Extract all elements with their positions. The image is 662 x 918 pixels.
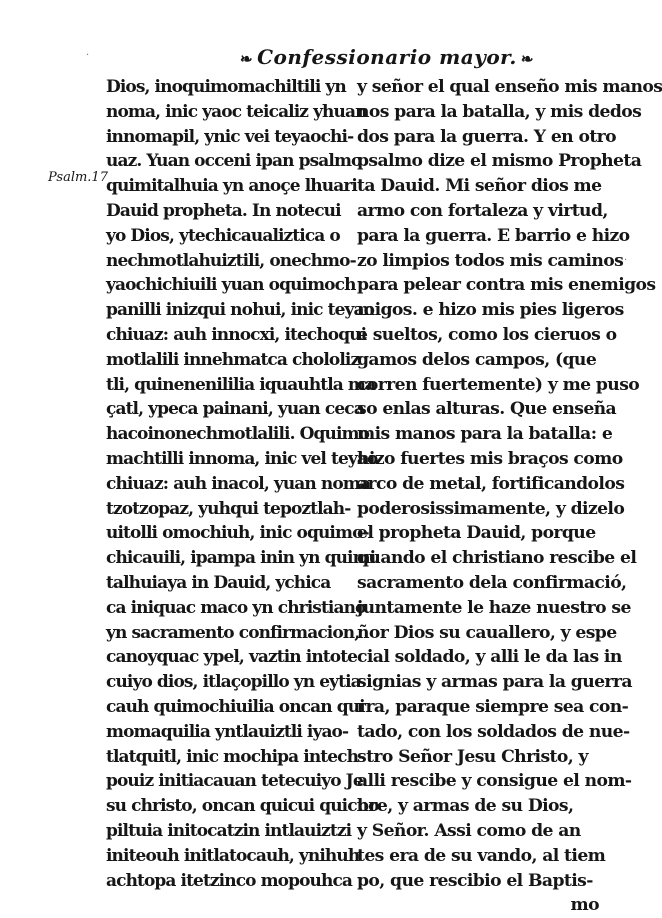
text-line: mis manos para la batalla: e bbox=[357, 424, 613, 445]
text-line: nos para la batalla, y mis dedos bbox=[357, 101, 642, 122]
text-line: gamos delos campos, (que bbox=[357, 349, 597, 370]
text-line: hacoinonechmotlalili. Oquimo bbox=[106, 424, 370, 445]
text-line: quimitalhuia yn anoçe lhuari bbox=[106, 176, 357, 197]
text-line: tlatquitl, inic mochipa intech- bbox=[106, 746, 365, 767]
text-line: talhuiaya in Dauid, ychica bbox=[106, 572, 331, 593]
text-line: signias y armas para la guerra bbox=[357, 672, 632, 693]
text-line: so enlas alturas. Que enseña bbox=[357, 399, 617, 420]
text-line: ñor Dios su cauallero, y espe bbox=[357, 622, 617, 643]
text-line: y señor el qual enseño mis manos bbox=[357, 77, 662, 97]
text-line: tzotzopaz, yuhqui tepoztlah- bbox=[106, 498, 351, 519]
spanish-column bbox=[357, 75, 662, 918]
text-line: yn sacramento confirmacion, bbox=[106, 622, 360, 643]
text-line: canoyquac ypel, vaztin intote bbox=[106, 647, 358, 668]
nahuatl-column bbox=[106, 75, 379, 893]
text-line: para pelear contra mis enemigos bbox=[357, 275, 656, 296]
text-line: migos. e hizo mis pies ligeros bbox=[357, 300, 624, 321]
text-line: psalmo dize el mismo Propheta bbox=[357, 151, 642, 172]
text-line: chiuaz: auh innocxi, itechoqui bbox=[106, 324, 367, 345]
text-line: momaquilia yntlauiztli iyao- bbox=[106, 721, 349, 742]
text-line: po, que rescibio el Baptis- bbox=[357, 870, 593, 891]
text-line: nechmotlahuiztili, onechmo- bbox=[106, 250, 356, 271]
text-line: pouiz initiacauan tetecuiyo Je bbox=[106, 771, 363, 792]
text-line: Dios, inoquimomachiltili yn bbox=[106, 77, 346, 97]
text-line: cauh quimochiuilia oncan qui bbox=[106, 696, 365, 717]
text-line: su christo, oncan quicui quicno bbox=[106, 796, 379, 817]
margin-note: Psalm.17 bbox=[48, 170, 108, 185]
text-line: panilli inizqui nohui, inic teyao bbox=[106, 300, 375, 321]
text-line: corren fuertemente) y me puso bbox=[357, 374, 640, 395]
text-line: çatl, ypeca painani, yuan ceca bbox=[106, 399, 364, 420]
text-line: e sueltos, como los cieruos o bbox=[357, 324, 617, 345]
running-header bbox=[236, 42, 534, 72]
text-line: armo con fortaleza y virtud, bbox=[357, 200, 608, 221]
text-line: stro Señor Jesu Christo, y bbox=[357, 746, 588, 767]
text-line: quando el christiano rescibe el bbox=[357, 548, 637, 569]
text-line: juntamente le haze nuestro se bbox=[357, 597, 631, 618]
print-speck: · bbox=[86, 50, 90, 61]
text-line: bre, y armas de su Dios, bbox=[357, 796, 574, 817]
text-line: uaz. Yuan occeni ipan psalmo bbox=[106, 151, 362, 172]
text-line: zo limpios todos mis caminos bbox=[357, 250, 624, 271]
text-line: noma, inic yaoc teicaliz yhuan bbox=[106, 101, 367, 122]
text-line: piltuia initocatzin intlauiztzi bbox=[106, 820, 352, 841]
text-line: tes era de su vando, al tiem bbox=[357, 845, 606, 866]
text-line: el propheta Dauid, porque bbox=[357, 523, 596, 544]
text-line: ta Dauid. Mi señor dios me bbox=[357, 176, 602, 197]
running-header-title: Confessionario mayor. bbox=[257, 45, 517, 69]
text-line: cial soldado, y alli le da las in bbox=[357, 647, 622, 668]
text-line: chicauili, ipampa inin yn quimi bbox=[106, 548, 376, 569]
text-line: motlalili innehmatca chololiz bbox=[106, 349, 360, 370]
text-line: tado, con los soldados de nue- bbox=[357, 721, 630, 742]
text-line: achtopa itetzinco mopouhca bbox=[106, 870, 353, 891]
text-line: cuiyo dios, itlaçopillo yn eytia bbox=[106, 672, 361, 693]
text-line: hizo fuertes mis braços como bbox=[357, 448, 623, 469]
text-line: initeouh initlatocauh, ynihuh bbox=[106, 845, 360, 866]
text-line: Dauid propheta. In notecui bbox=[106, 200, 341, 221]
text-line: para la guerra. E barrio e hizo bbox=[357, 225, 630, 246]
text-line: chiuaz: auh inacol, yuan noma bbox=[106, 473, 370, 494]
fleuron-right-icon: ❧ bbox=[520, 50, 534, 68]
text-line: tli, quinenenililia iquauhtla ma bbox=[106, 374, 376, 395]
text-line: machtilli innoma, inic vel teyao bbox=[106, 448, 378, 469]
text-line: uitolli omochiuh, inic oquimo- bbox=[106, 523, 369, 544]
text-line: y Señor. Assi como de an bbox=[357, 820, 581, 841]
text-line: yaochichiuili yuan oquimoch bbox=[106, 275, 356, 296]
catchword: mo bbox=[570, 895, 599, 916]
text-line: rra, paraque siempre sea con- bbox=[357, 696, 629, 717]
text-line: ca iniquac maco yn christiano bbox=[106, 597, 366, 618]
text-line: yo Dios, ytechicaualiztica o bbox=[106, 225, 340, 246]
text-line: dos para la guerra. Y en otro bbox=[357, 126, 616, 147]
fleuron-left-icon: ❧ bbox=[240, 50, 254, 68]
text-line: alli rescibe y consigue el nom- bbox=[357, 771, 632, 792]
text-line: innomapil, ynic vei teyaochi- bbox=[106, 126, 354, 147]
text-line: sacramento dela confirmació, bbox=[357, 572, 627, 593]
text-line: arco de metal, fortificandolos bbox=[357, 473, 625, 494]
print-speck: · bbox=[624, 255, 628, 266]
text-line: poderosissimamente, y dizelo bbox=[357, 498, 625, 519]
